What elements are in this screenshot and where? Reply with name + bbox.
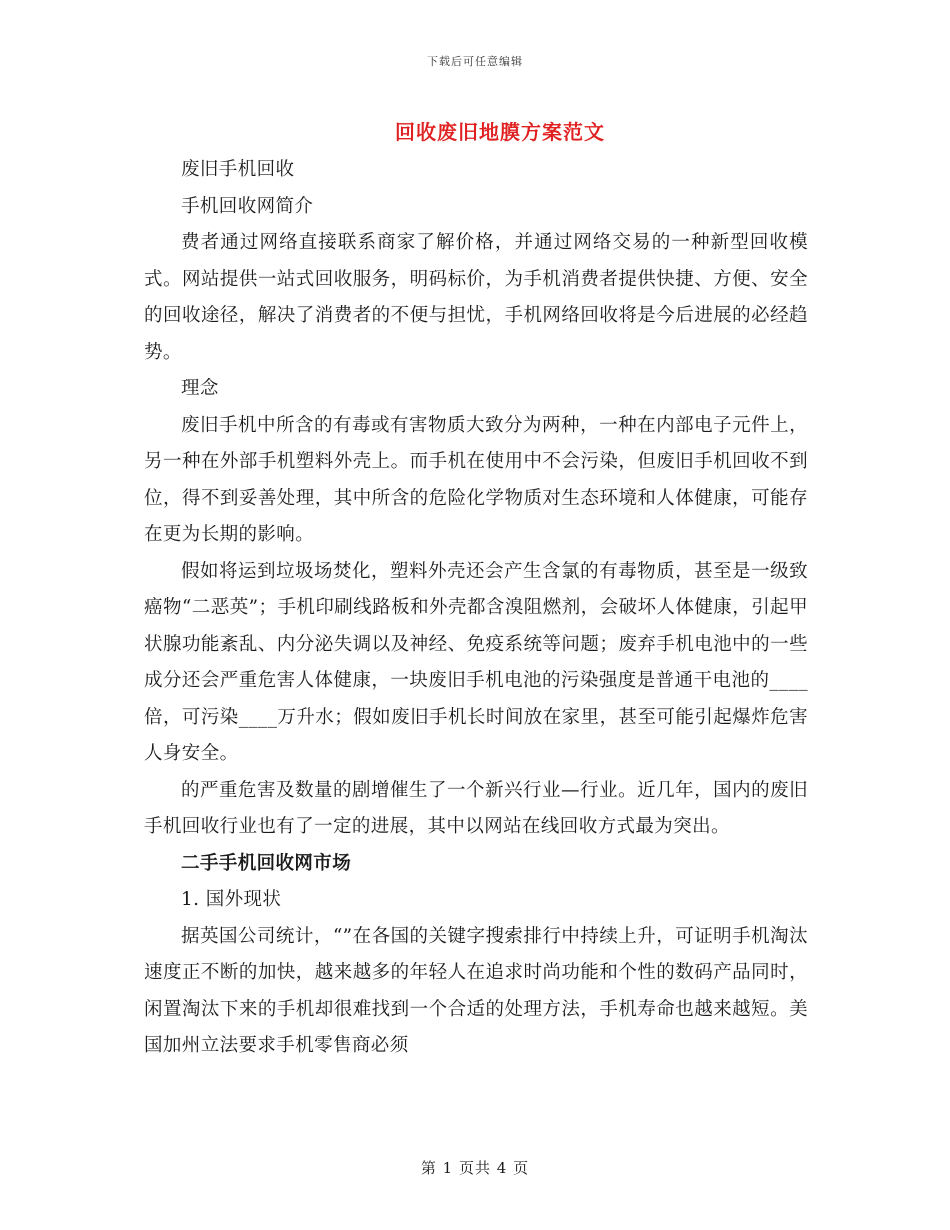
- document-title: 回收废旧地膜方案范文: [395, 120, 605, 144]
- subsection-heading-overseas: 1. 国外现状: [181, 889, 282, 910]
- document-body: [144, 152, 808, 1065]
- paragraph-new-industry: 的严重危害及数量的剧增催生了一个新兴行业—行业。近几年，国内的废旧手机回收行业也有了一定的进展，其中以网站在线回收方式最为突出。: [144, 779, 808, 837]
- section-label-site-intro: 手机回收网简介: [181, 195, 314, 217]
- section-heading-market: 二手手机回收网市场: [181, 852, 352, 874]
- paragraph-intro: 费者通过网络直接联系商家了解价格，并通过网络交易的一种新型回收模式。网站提供一站式回收服务，明码标价，为手机消费者提供快捷、方便、安全的回收途径，解决了消费者的不便与担忧，手机网络回收将是今后进展的必经趋势。: [144, 232, 808, 363]
- section-label-waste-phone-recycling: 废旧手机回收: [181, 159, 295, 180]
- section-label-concept: 理念: [181, 378, 219, 399]
- paragraph-toxic-substances: 废旧手机中所含的有毒或有害物质大致分为两种，一种在内部电子元件上，另一种在外部手机塑料外壳上。而手机在使用中不会污染，但废旧手机回收不到位，得不到妥善处理，其中所含的危险化学物质对生态环境和人体健康，可能存在更为长期的影响。: [144, 414, 808, 545]
- paragraph-incineration-hazards: 假如将运到垃圾场焚化，塑料外壳还会产生含氯的有毒物质，甚至是一级致癌物“二恶英”；手机印刷线路板和外壳都含溴阻燃剂，会破坏人体健康，引起甲状腺功能紊乱、内分泌失调以及神经、免疫系统等问题；废弃手机电池中的一些成分还会严重危害人体健康，一块废旧手机电池的污染强度是普通干电池的____倍，可污染____万升水；假如废旧手机长时间放在家里，甚至可能引起爆炸危害人身安全。: [144, 560, 808, 764]
- paragraph-overseas-status: 据英国公司统计，“”在各国的关键字搜索排行中持续上升，可证明手机淘汰速度正不断的加快，越来越多的年轻人在追求时尚功能和个性的数码产品同时，闲置淘汰下来的手机却很难找到一个合适的处理方法，手机寿命也越来越短。美国加州立法要求手机零售商必须: [144, 925, 808, 1056]
- page-footer-number: 第 1 页共 4 页: [420, 1159, 530, 1177]
- page-header-note: 下载后可任意编辑: [427, 55, 523, 68]
